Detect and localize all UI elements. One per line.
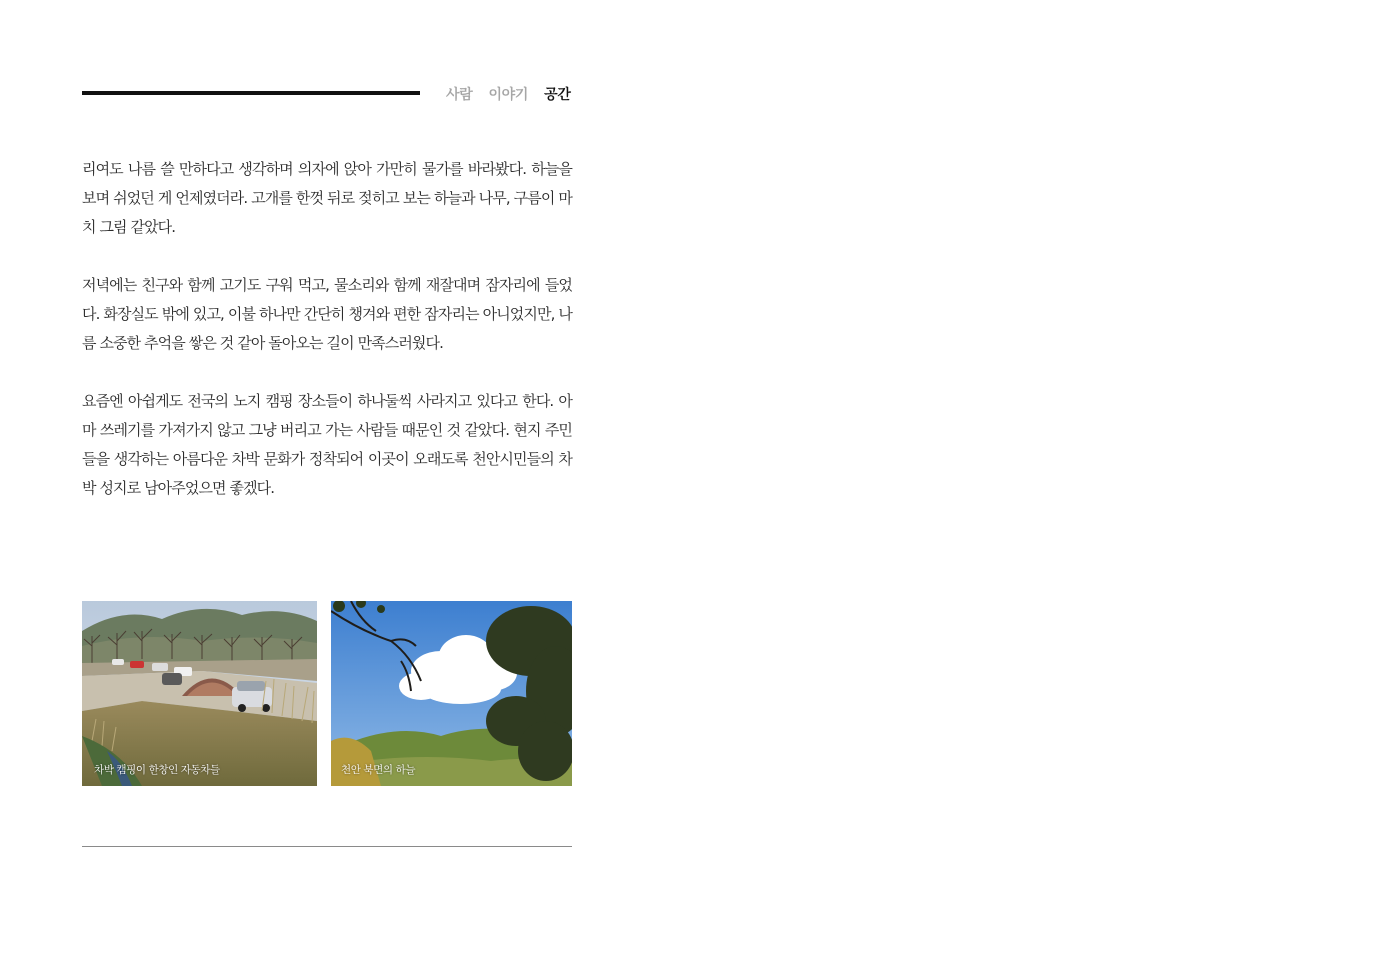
nav-item-people[interactable]: 사람 — [446, 87, 473, 103]
photo-caption: 차박 캠핑이 한창인 자동차들 — [94, 764, 220, 776]
paragraph-3: 요즘엔 아쉽게도 전국의 노지 캠핑 장소들이 하나둘씩 사라지고 있다고 한다. 아마 쓰레기를 가져가지 않고 그냥 버리고 가는 사람들 때문인 것 같았다. 현지 주민들을 생각하는 아름다운 차박 문화가 정착되어 이곳이 오래도록 천안시민들의 차박 성지로 남아주었으면 좋겠다. — [82, 392, 572, 497]
car-camping-photo — [82, 601, 317, 786]
photo-caption: 천안 북면의 하늘 — [341, 764, 416, 776]
paragraph-2: 저녁에는 친구와 함께 고기도 구워 먹고, 물소리와 함께 재잘대며 잠자리에 들었다. 화장실도 밖에 있고, 이불 하나만 간단히 챙겨와 편한 잠자리는 아니었지만, 나름 소중한 추억을 쌓은 것 같아 돌아오는 길이 만족스러웠다. — [82, 276, 572, 352]
header-rule — [82, 91, 420, 95]
paragraph-1: 리여도 나름 쓸 만하다고 생각하며 의자에 앉아 가만히 물가를 바라봤다. 하늘을 보며 쉬었던 게 언제였더라. 고개를 한껏 뒤로 젖히고 보는 하늘과 나무, 구름이 마치 그림 같았다. — [82, 160, 572, 236]
footer-rule — [82, 846, 572, 847]
photo-car-camping — [82, 601, 317, 786]
article-body — [82, 155, 572, 532]
section-nav — [446, 84, 571, 104]
photo-sky — [331, 601, 572, 786]
sky-photo — [331, 601, 572, 786]
nav-item-story[interactable]: 이야기 — [488, 87, 529, 103]
nav-item-space[interactable]: 공간 — [544, 87, 571, 103]
